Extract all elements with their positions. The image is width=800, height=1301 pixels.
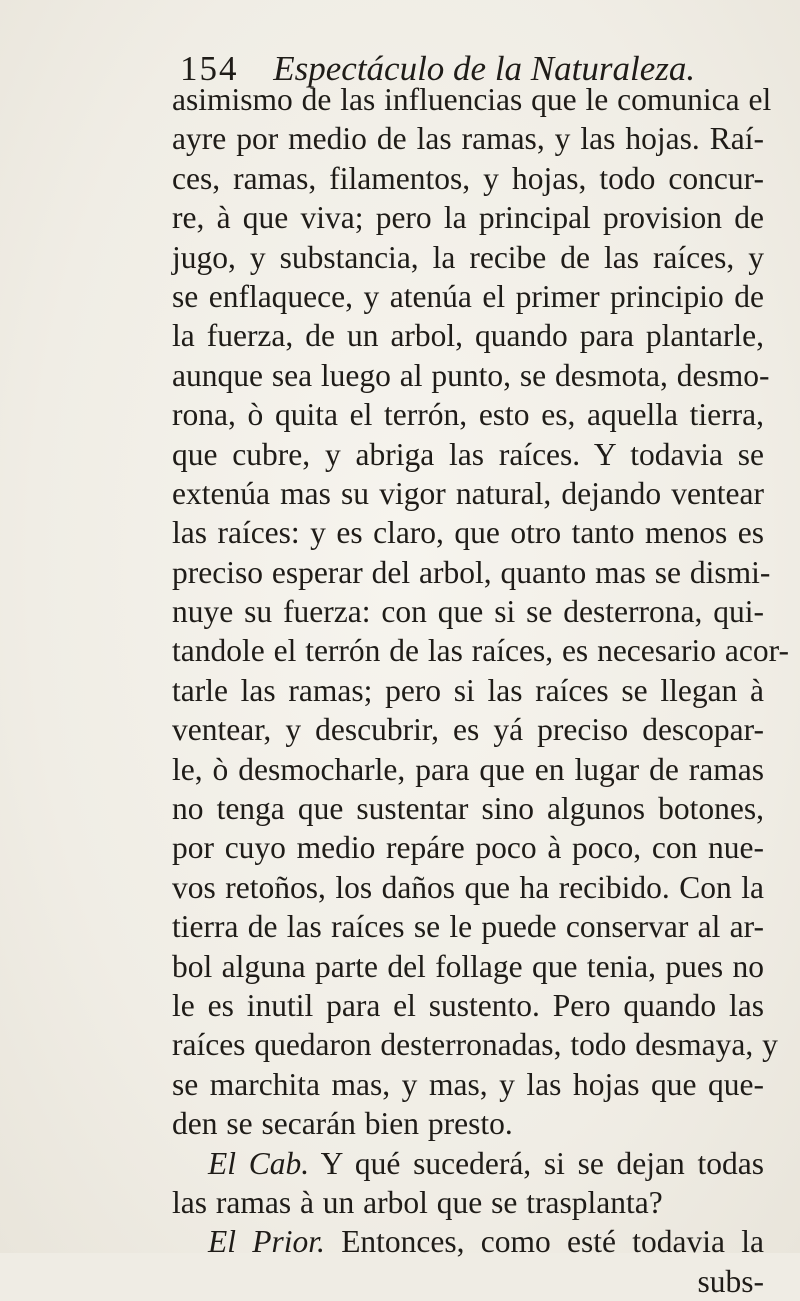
text-line: re, à que viva; pero la principal provision de [172, 200, 764, 236]
text-line: la fuerza, de un arbol, quando para plantarle, [172, 318, 764, 354]
text-line: raíces quedaron desterronadas, todo desmaya, y [172, 1027, 778, 1063]
text-line: que cubre, y abriga las raíces. Y todavia se [172, 436, 764, 472]
text-line: aunque sea luego al punto, se desmota, desmo- [172, 357, 770, 393]
running-title: Espectáculo de la Naturaleza. [273, 49, 696, 88]
speaker-name: El Cab. [208, 1145, 310, 1181]
text-line: den se secarán bien presto. [172, 1106, 513, 1142]
text-line: se enflaquece, y atenúa el primer principio de [172, 278, 764, 314]
catchword: subs- [697, 1263, 764, 1299]
text-line: bol alguna parte del follage que tenia, pues no [172, 948, 764, 984]
text-line: las raíces: y es claro, que otro tanto menos es [172, 515, 764, 551]
dialogue-line: las ramas à un arbol que se trasplanta? [172, 1184, 663, 1220]
text-line: le, ò desmocharle, para que en lugar de ramas [172, 751, 764, 787]
text-line: no tenga que sustentar sino algunos botones, [172, 791, 764, 827]
text-line: tandole el terrón de las raíces, es necesario acor- [172, 633, 789, 669]
text-line: preciso esperar del arbol, quanto mas se dismi- [172, 554, 771, 590]
text-line: ayre por medio de las ramas, y las hojas. Raí- [172, 121, 764, 157]
text-line: nuye su fuerza: con que si se desterrona, qui- [172, 594, 764, 630]
text-line: asimismo de las influencias que le comunica el [172, 82, 772, 117]
body-text [172, 80, 789, 1301]
text-line: ventear, y descubrir, es yá preciso descopar- [172, 712, 764, 748]
text-line: tierra de las raíces se le puede conservar al ar- [172, 909, 764, 945]
text-line: rona, ò quita el terrón, esto es, aquella tierra, [172, 397, 764, 433]
text-line: extenúa mas su vigor natural, dejando ventear [172, 475, 764, 511]
text-line: tarle las ramas; pero si las raíces se llegan à [172, 672, 764, 708]
dialogue-text: Entonces, como esté todavia la [341, 1224, 765, 1260]
text-line: jugo, y substancia, la recibe de las raíces, y [172, 239, 764, 275]
dialogue-line [172, 1144, 764, 1183]
text-line: ces, ramas, filamentos, y hojas, todo concur- [172, 160, 764, 196]
speaker-name: El Prior. [208, 1224, 325, 1260]
dialogue-line [172, 1222, 764, 1261]
text-line: se marchita mas, y mas, y las hojas que que- [172, 1066, 764, 1102]
text-line: por cuyo medio repáre poco à poco, con nue- [172, 830, 764, 866]
text-line: le es inutil para el sustento. Pero quando las [172, 987, 764, 1023]
dialogue-text: Y qué sucederá, si se dejan todas [320, 1145, 764, 1181]
text-line: vos retoños, los daños que ha recibido. Con la [172, 869, 764, 905]
page-number: 154 [180, 49, 239, 88]
